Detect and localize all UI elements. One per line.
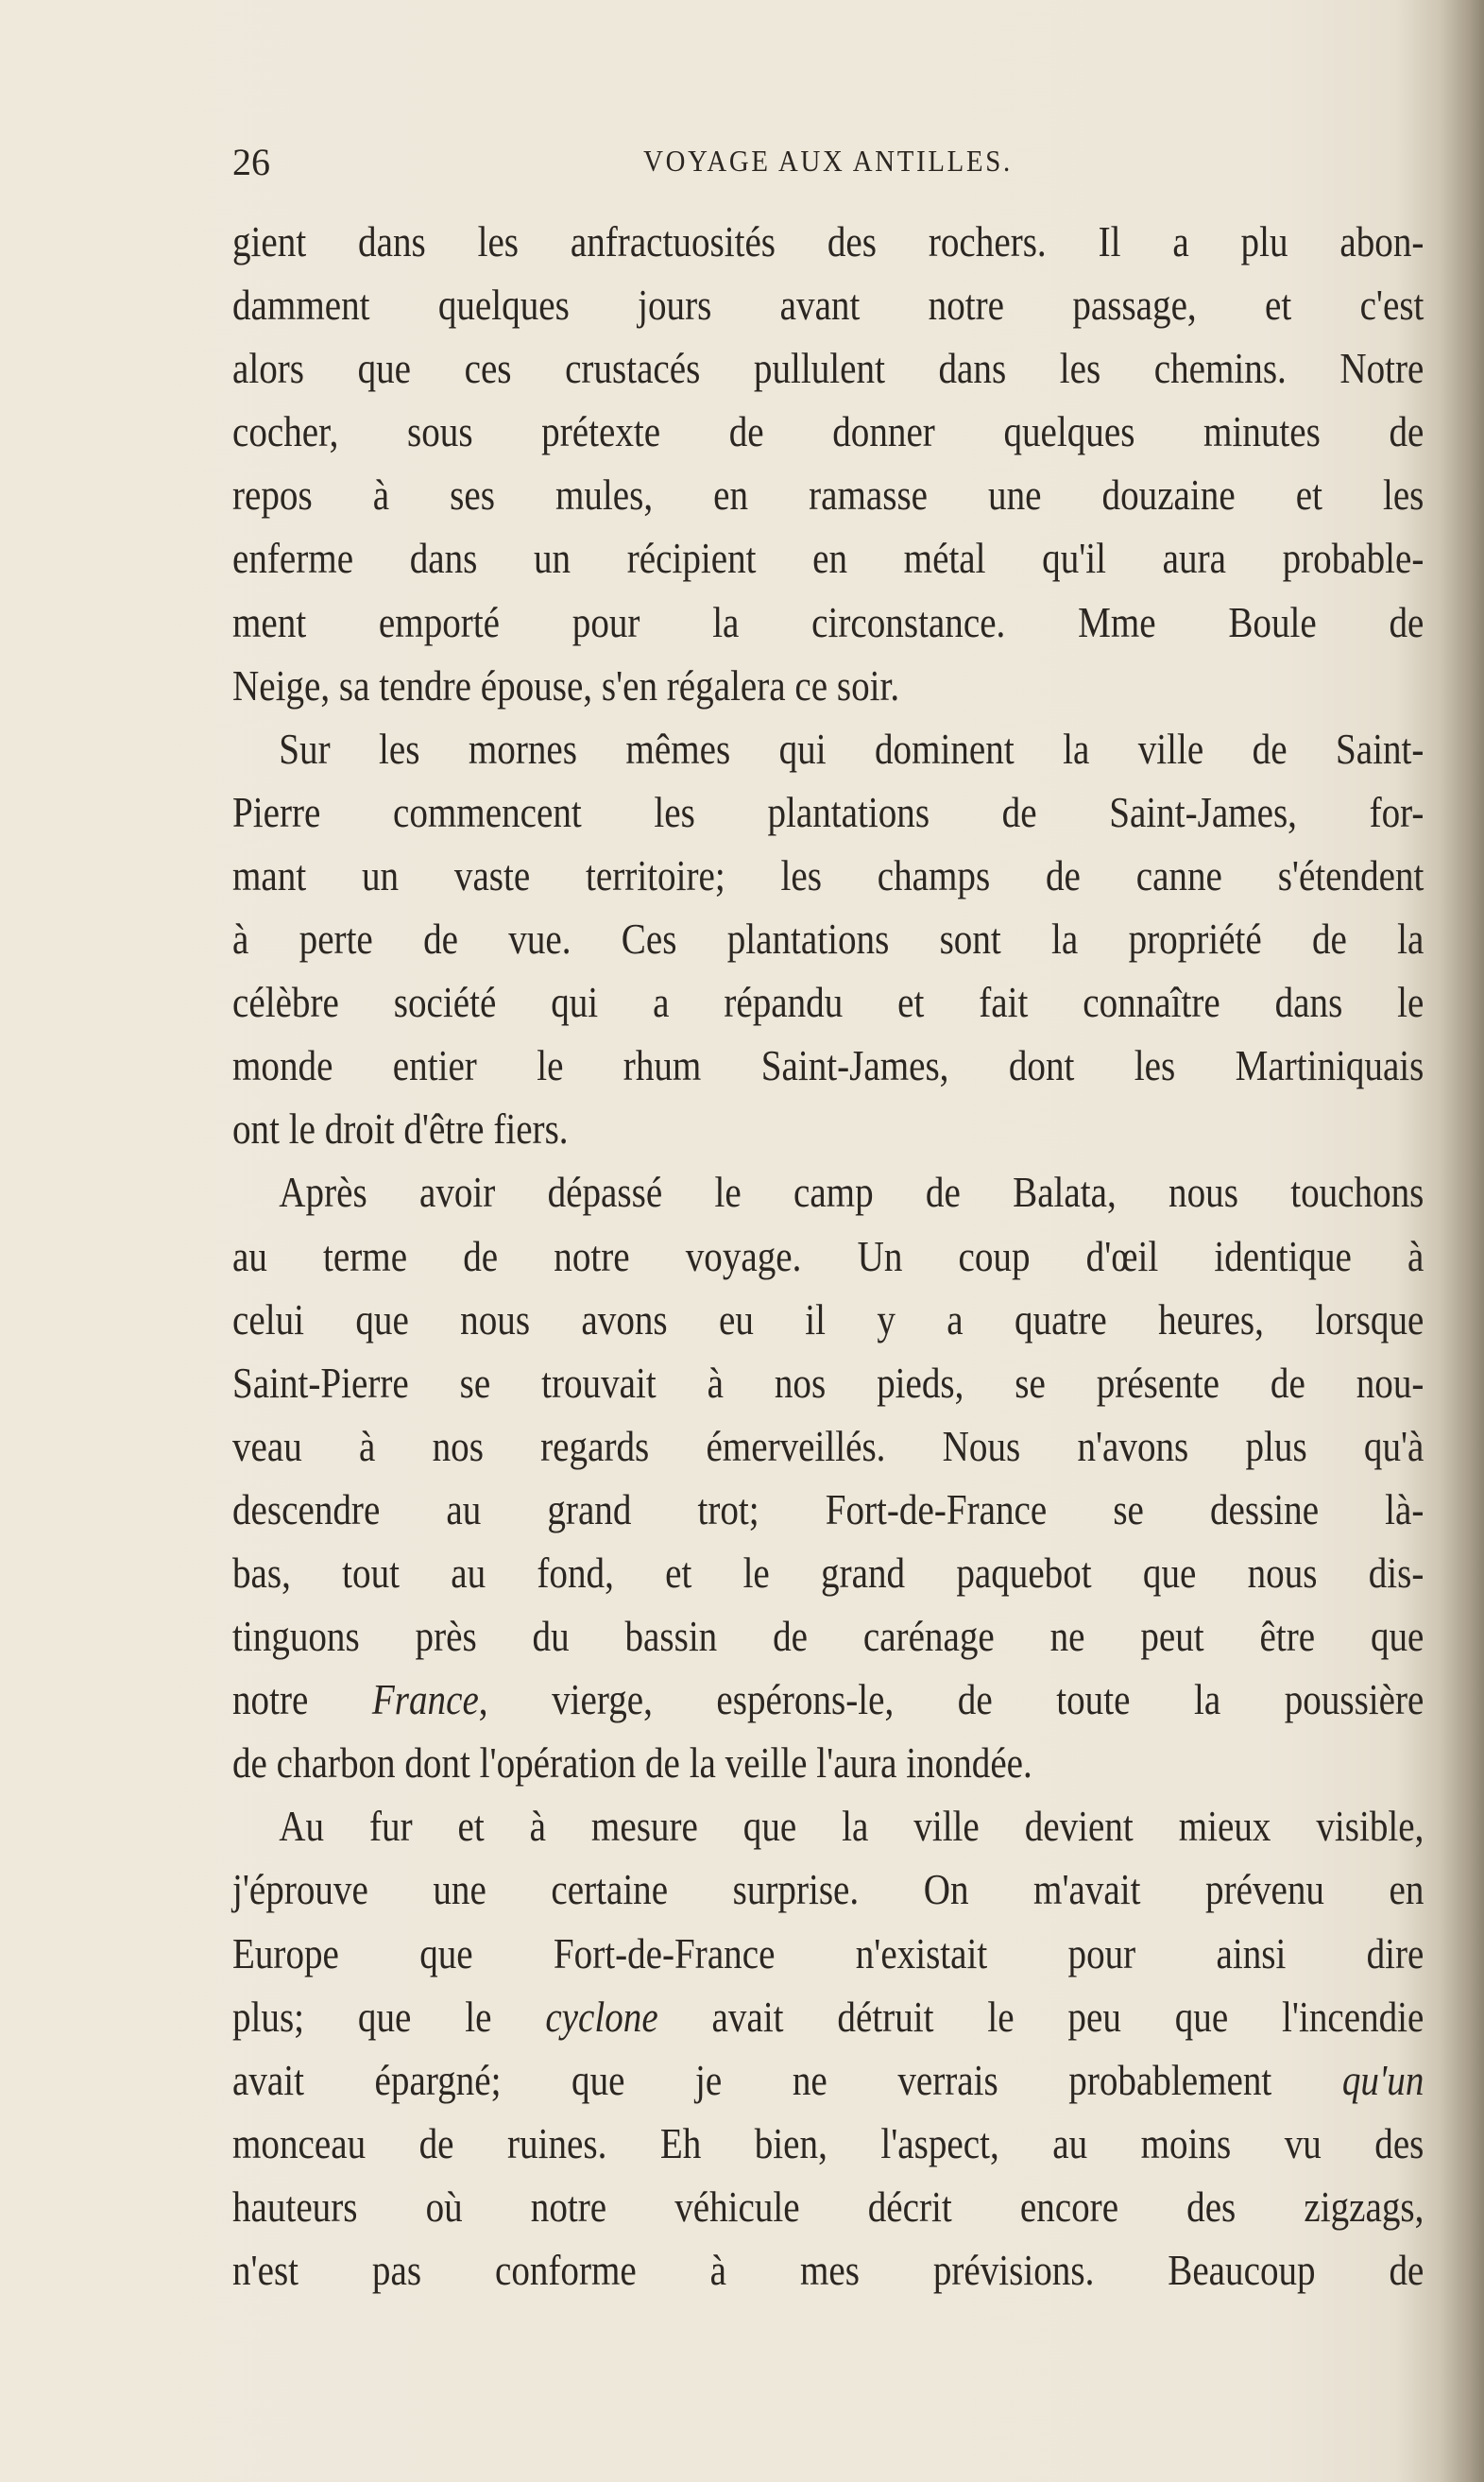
text-line-content — [232, 654, 1424, 717]
text-line-content — [232, 591, 1424, 654]
text-line — [232, 1097, 1424, 1160]
text-segment: plus; que le — [232, 1992, 546, 2041]
text-line-content — [232, 1097, 1424, 1160]
text-segment: celui que nous avons eu il y a quatre heures, lorsque — [232, 1294, 1424, 1344]
text-line-content — [232, 1160, 1424, 1224]
text-line — [232, 336, 1424, 400]
text-segment: notre — [232, 1675, 372, 1724]
text-segment: Saint-Pierre se trouvait à nos pieds, se présente de nou- — [232, 1358, 1424, 1407]
text-line-content — [232, 844, 1424, 907]
text-segment: avait détruit le peu que l'incendie — [657, 1992, 1424, 2041]
text-segment: Pierre commencent les plantations de Saint-James, for- — [232, 787, 1424, 836]
text-segment: Neige, sa tendre épouse, s'en régalera ce soir. — [232, 660, 900, 710]
text-segment: n'est pas conforme à mes prévisions. Beaucoup de — [232, 2246, 1424, 2294]
text-segment: veau à nos regards émerveillés. Nous n'avons plus qu'à — [232, 1421, 1424, 1470]
text-line-content — [232, 1857, 1424, 1921]
text-segment: monde entier le rhum Saint-James, dont les Martiniquais — [232, 1041, 1424, 1090]
text-segment: avait épargné; que je ne verrais probablement — [232, 2055, 1342, 2104]
text-line-content — [232, 2112, 1424, 2175]
italic-text: France — [371, 1675, 479, 1724]
text-line-content — [232, 1351, 1424, 1414]
text-line-content — [232, 1034, 1424, 1097]
text-line — [232, 1414, 1424, 1478]
italic-text: cyclone — [545, 1992, 658, 2041]
text-segment: célèbre société qui a répandu et fait connaître dans le — [232, 978, 1424, 1027]
text-line — [232, 970, 1424, 1034]
text-line-content — [232, 463, 1424, 526]
text-segment: monceau de ruines. Eh bien, l'aspect, au moins vu des — [232, 2118, 1424, 2167]
text-segment: au terme de notre voyage. Un coup d'œil identique à — [232, 1231, 1424, 1280]
text-segment: hauteurs où notre véhicule décrit encore des zigzags, — [232, 2182, 1424, 2231]
text-line-content — [232, 2048, 1424, 2112]
running-title: VOYAGE AUX ANTILLES. — [643, 144, 1013, 178]
text-line — [232, 780, 1424, 844]
text-line-content — [232, 1224, 1424, 1288]
text-segment: , vierge, espérons-le, de toute la poussière — [478, 1675, 1424, 1724]
text-line-content — [232, 1668, 1424, 1731]
text-line — [232, 717, 1424, 780]
text-line-content — [232, 2175, 1424, 2238]
text-line — [232, 844, 1424, 907]
text-line-content — [232, 780, 1424, 844]
running-header — [232, 140, 1424, 187]
text-segment: enferme dans un récipient en métal qu'il aura probable- — [232, 534, 1424, 583]
text-line — [232, 2238, 1424, 2302]
text-segment: descendre au grand trot; Fort-de-France se dessine là- — [232, 1484, 1424, 1533]
text-line-content — [232, 526, 1424, 590]
text-line — [232, 1224, 1424, 1288]
text-line — [232, 907, 1424, 970]
text-line — [232, 1857, 1424, 1921]
text-segment: repos à ses mules, en ramasse une douzaine et les — [232, 471, 1424, 520]
text-line — [232, 526, 1424, 590]
text-line — [232, 1478, 1424, 1541]
text-line — [232, 400, 1424, 463]
page-body-text — [232, 210, 1424, 2302]
text-line — [232, 2112, 1424, 2175]
text-line — [232, 2048, 1424, 2112]
text-line — [232, 1351, 1424, 1414]
text-line — [232, 2175, 1424, 2238]
text-segment: de charbon dont l'opération de la veille l'aura inondée. — [232, 1738, 1032, 1788]
text-line — [232, 1541, 1424, 1604]
text-segment: ment emporté pour la circonstance. Mme Boule de — [232, 597, 1424, 646]
text-line — [232, 654, 1424, 717]
text-line — [232, 1731, 1424, 1794]
text-segment: Europe que Fort-de-France n'existait pour ainsi dire — [232, 1928, 1424, 1977]
text-segment: Après avoir dépassé le camp de Balata, nous touchons — [279, 1168, 1424, 1217]
text-segment: cocher, sous prétexte de donner quelques minutes de — [232, 407, 1424, 456]
text-line-content — [232, 1794, 1424, 1857]
text-line — [232, 463, 1424, 526]
text-segment: Au fur et à mesure que la ville devient mieux visible, — [279, 1802, 1424, 1851]
text-line-content — [232, 1478, 1424, 1541]
text-line — [232, 1668, 1424, 1731]
text-line-content — [232, 1985, 1424, 2048]
text-line-content — [232, 1288, 1424, 1351]
text-line-content — [232, 1604, 1424, 1668]
text-line — [232, 591, 1424, 654]
text-line-content — [232, 2238, 1424, 2302]
text-segment: ont le droit d'être fiers. — [232, 1104, 569, 1154]
text-segment: j'éprouve une certaine surprise. On m'avait prévenu en — [232, 1865, 1424, 1914]
text-line — [232, 1794, 1424, 1857]
text-line — [232, 210, 1424, 273]
text-line-content — [232, 1541, 1424, 1604]
text-line-content — [232, 907, 1424, 970]
text-line — [232, 1034, 1424, 1097]
text-segment: alors que ces crustacés pullulent dans les chemins. Notre — [232, 344, 1424, 393]
text-line-content — [232, 210, 1424, 273]
text-line — [232, 1604, 1424, 1668]
text-line — [232, 1922, 1424, 1985]
italic-text: qu'un — [1341, 2055, 1424, 2104]
text-line-content — [232, 400, 1424, 463]
text-segment: à perte de vue. Ces plantations sont la propriété de la — [232, 915, 1424, 964]
text-line-content — [232, 336, 1424, 400]
text-segment: tinguons près du bassin de carénage ne peut être que — [232, 1612, 1424, 1661]
text-segment: damment quelques jours avant notre passage, et c'est — [232, 281, 1424, 330]
text-line — [232, 1288, 1424, 1351]
text-line-content — [232, 1414, 1424, 1478]
text-segment: gient dans les anfractuosités des rochers. Il a plu abon- — [232, 217, 1424, 265]
text-line — [232, 273, 1424, 336]
text-line-content — [232, 1731, 1424, 1794]
text-segment: Sur les mornes mêmes qui dominent la ville de Saint- — [279, 724, 1424, 773]
text-segment: mant un vaste territoire; les champs de canne s'étendent — [232, 850, 1424, 899]
text-line-content — [232, 273, 1424, 336]
text-line-content — [232, 970, 1424, 1034]
page-number: 26 — [232, 141, 270, 183]
text-line — [232, 1985, 1424, 2048]
text-line-content — [232, 717, 1424, 780]
text-line — [232, 1160, 1424, 1224]
text-line-content — [232, 1922, 1424, 1985]
text-segment: bas, tout au fond, et le grand paquebot que nous dis- — [232, 1548, 1424, 1597]
